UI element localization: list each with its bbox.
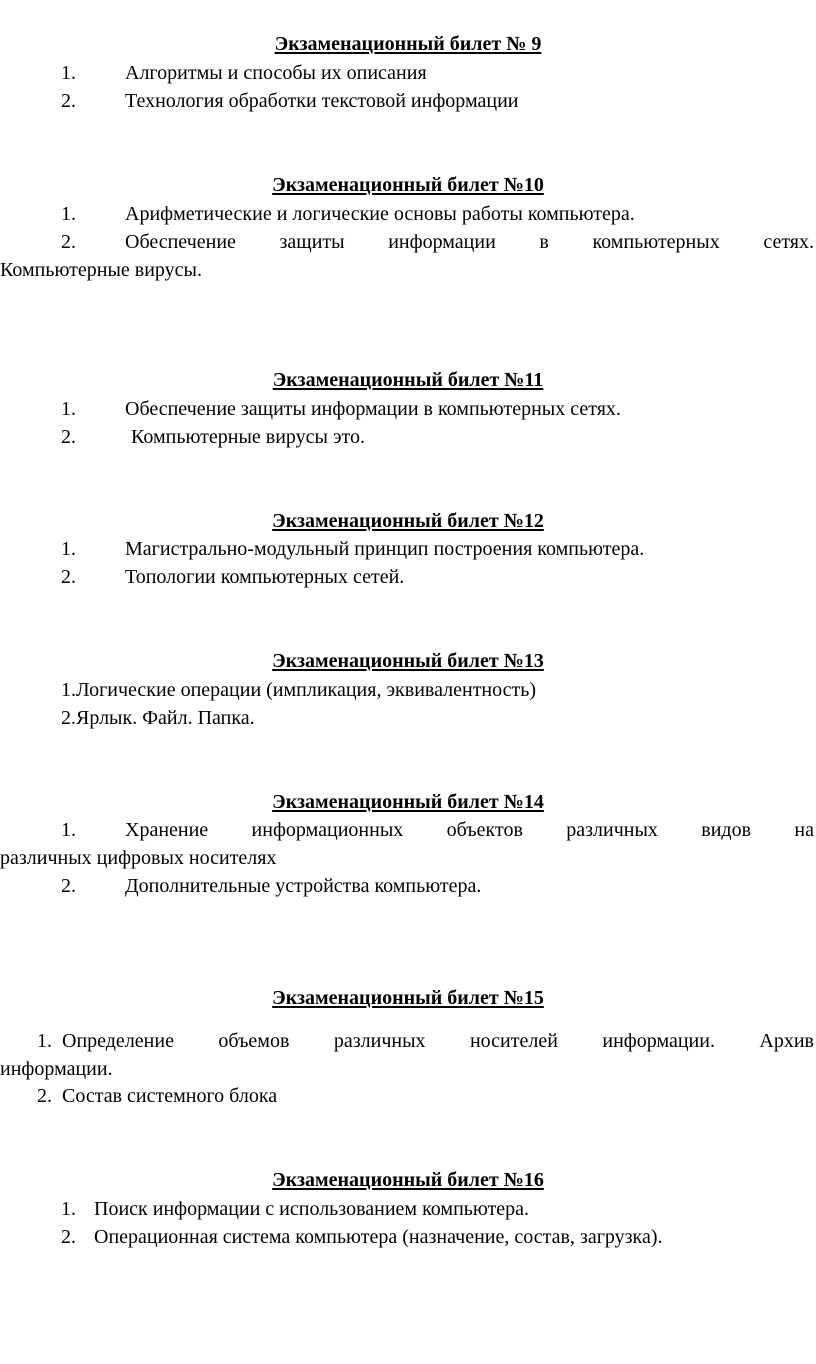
ticket-12-title: Экзаменационный билет №12 — [272, 510, 544, 532]
ticket-14-item-2-number: 2. — [61, 875, 76, 897]
ticket-15-item-1-number: 1. — [37, 1030, 52, 1052]
ticket-10-item-1-text: Арифметические и логические основы работы компьютера. — [125, 203, 635, 225]
ticket-13-item-2-text: 2.Ярлык. Файл. Папка. — [61, 707, 255, 729]
ticket-16-item-2-number: 2. — [61, 1226, 76, 1248]
ticket-9-item-1-number: 1. — [61, 62, 76, 84]
ticket-10-item-1-number: 1. — [61, 203, 76, 225]
ticket-15-item-1-text: Определение объемов различных носителей информации. Архив — [62, 1030, 814, 1052]
ticket-12-item-2-text: Топологии компьютерных сетей. — [125, 566, 405, 588]
ticket-10-item-2-continuation: Компьютерные вирусы. — [0, 259, 202, 281]
ticket-10-item-2-text: Обеспечение защиты информации в компьютерных сетях. — [125, 231, 814, 253]
ticket-15-item-2-number: 2. — [37, 1085, 52, 1107]
ticket-16-item-2-text: Операционная система компьютера (назначение, состав, загрузка). — [94, 1226, 663, 1248]
ticket-13-title: Экзаменационный билет №13 — [272, 650, 544, 672]
ticket-14-item-1-continuation: различных цифровых носителях — [0, 847, 277, 869]
ticket-10-title: Экзаменационный билет №10 — [272, 174, 544, 196]
ticket-9-item-2-text: Технология обработки текстовой информации — [125, 90, 519, 112]
ticket-14-item-2-text: Дополнительные устройства компьютера. — [125, 875, 482, 897]
ticket-11-item-1-text: Обеспечение защиты информации в компьютерных сетях. — [125, 398, 621, 420]
ticket-11-item-2-text: Компьютерные вирусы это. — [131, 426, 366, 448]
ticket-15-title: Экзаменационный билет №15 — [272, 987, 544, 1009]
ticket-12-item-1-text: Магистрально-модульный принцип построения компьютера. — [125, 538, 645, 560]
ticket-9-item-1-text: Алгоритмы и способы их описания — [125, 62, 427, 84]
ticket-11-item-1-number: 1. — [61, 398, 76, 420]
ticket-11-item-2-number: 2. — [61, 426, 76, 448]
ticket-16-title: Экзаменационный билет №16 — [272, 1169, 544, 1191]
ticket-16-item-1-number: 1. — [61, 1198, 76, 1220]
ticket-9-item-2-number: 2. — [61, 90, 76, 112]
ticket-9-title: Экзаменационный билет № 9 — [274, 33, 542, 55]
ticket-15-item-1-continuation: информации. — [0, 1058, 113, 1080]
ticket-16-item-1-text: Поиск информации с использованием компьютера. — [94, 1198, 530, 1220]
ticket-14-item-1-text: Хранение информационных объектов различных видов на — [125, 819, 814, 841]
ticket-12-item-1-number: 1. — [61, 538, 76, 560]
ticket-10-item-2-number: 2. — [61, 231, 76, 253]
ticket-14-item-1-number: 1. — [61, 819, 76, 841]
ticket-15-item-2-text: Состав системного блока — [62, 1085, 278, 1107]
ticket-14-title: Экзаменационный билет №14 — [272, 791, 544, 813]
ticket-12-item-2-number: 2. — [61, 566, 76, 588]
ticket-13-item-1-text: 1.Логические операции (импликация, эквивалентность) — [61, 679, 537, 701]
ticket-11-title: Экзаменационный билет №11 — [272, 369, 544, 391]
